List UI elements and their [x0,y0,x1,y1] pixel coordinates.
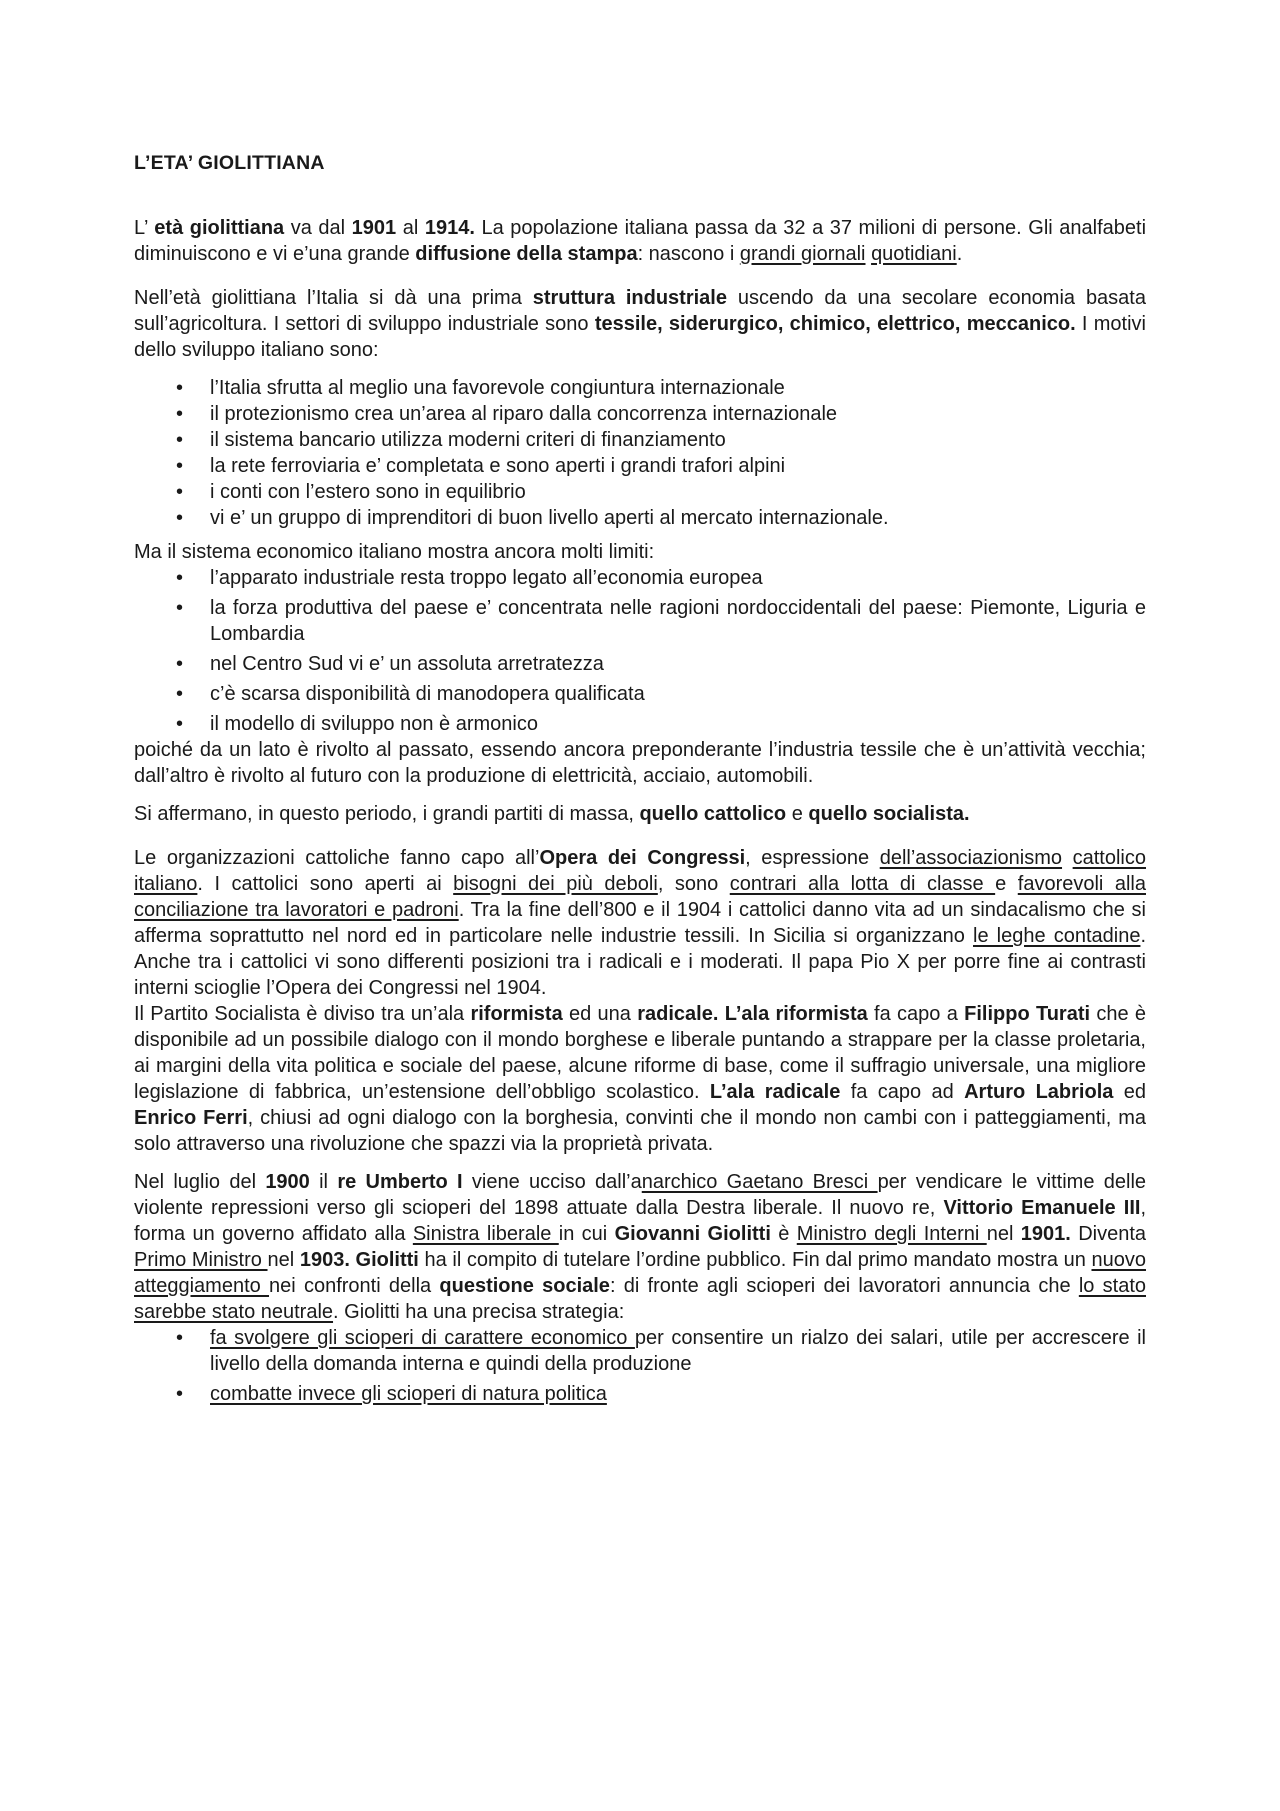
text-run: per vendicare le vittime delle violente repressioni verso gli scioperi del 1898 attuate dalla Destra liberale. Il nuovo re, [134,1171,1147,1219]
text-run [1062,847,1073,869]
bold-text: 1901 [351,217,397,239]
bold-text: 1901. [1020,1223,1071,1245]
text-run: Nel luglio del [134,1171,266,1193]
bold-text: età giolittiana [154,217,285,239]
list-development-reasons [134,375,1146,531]
text-run: ed [1113,1081,1146,1103]
list-item: • l’apparato industriale resta troppo legato all’economia europea [134,565,1146,591]
text-run: Nell’età giolittiana l’Italia si dà una prima [134,287,533,309]
underlined-text: bisogni dei più deboli [453,873,658,895]
text-run: che è disponibile ad un possibile dialogo con il mondo borghese e liberale puntando a strappare per la classe proletaria, ai margini della vita politica e sociale del paese, alcune riforme di base, come il suffragio universale, una migliore legislazione di fabbrica, un’estensione dell’obbligo scolastico. [134,1003,1147,1103]
bold-text: 1903. [299,1249,350,1271]
underlined-text: Ministro degli Interni [796,1223,987,1245]
text-run: ed una [562,1003,638,1025]
underlined-text: combatte invece gli scioperi di natura politica [210,1383,607,1405]
bold-text: re Umberto I [337,1171,463,1193]
list-item: • vi e’ un gruppo di imprenditori di buon livello aperti al mercato internazionale. [134,505,1146,531]
list-item: • il sistema bancario utilizza moderni criteri di finanziamento [134,427,1146,453]
text-run: per consentire un rialzo dei salari, utile per accrescere il livello della domanda interna e quindi della produzione [210,1327,1146,1375]
underlined-text: contrari alla lotta di classe [729,873,996,895]
list-item: • la forza produttiva del paese e’ concentrata nelle ragioni nordoccidentali del paese: Piemonte, Liguria e Lombardia [134,595,1146,647]
paragraph-giolitti-government [134,1169,1146,1325]
text-run: , sono [657,873,730,895]
text-run: La popolazione italiana passa da 32 a 37 milioni di persone. Gli analfabeti diminuiscono e vi e’una grande [134,217,1147,265]
text-run: : nascono i [637,243,740,265]
bold-text: L’ala radicale [709,1081,841,1103]
list-item: • nel Centro Sud vi e’ un assoluta arretratezza [134,651,1146,677]
text-run: , chiusi ad ogni dialogo con la borghesia, convinti che il mondo non cambi con i patteggiamenti, ma solo attraverso una rivoluzione che spazzi via la proprietà privata. [134,1107,1146,1155]
bold-text: radicale. [637,1003,719,1025]
text-run: va dal [284,217,352,239]
bold-text: tessile, siderurgico, chimico, elettrico, meccanico. [594,313,1076,335]
text-run: uscendo da una secolare economia basata sull’agricoltura. I settori di sviluppo industriale sono [134,287,1146,335]
paragraph-socialist-party [134,1001,1146,1157]
text-run: Diventa [1070,1223,1147,1245]
bold-text: Enrico Ferri [134,1107,248,1129]
text-run: nei confronti della [269,1275,440,1297]
text-run: Si affermano, in questo periodo, i grandi partiti di massa, [134,803,640,825]
text-run: viene ucciso dall’a [462,1171,642,1193]
document-page [134,150,1146,1407]
list-item [134,1381,1146,1407]
underlined-text: grandi giornali [739,243,866,265]
document-title: L’ETA’ GIOLITTIANA [134,152,325,174]
bold-text: Filippo Turati [964,1003,1091,1025]
text-run: Le organizzazioni cattoliche fanno capo all’ [134,847,540,869]
list-item: • il modello di sviluppo non è armonico [134,711,1146,737]
text-run: al [396,217,425,239]
bold-text: questione sociale [439,1275,610,1297]
text-run: fa capo ad [840,1081,965,1103]
text-run: è [770,1223,797,1245]
bold-text: riformista [470,1003,563,1025]
bold-text: Vittorio Emanuele III [943,1197,1141,1219]
paragraph-limits-intro: Ma il sistema economico italiano mostra ancora molti limiti: [134,541,655,563]
paragraph-development-model: poiché da un lato è rivolto al passato, essendo ancora preponderante l’industria tessile che è un’attività vecchia; dall’altro è rivolto al futuro con la produzione di elettricità, acciaio, automobili. [134,739,1146,787]
text-run: nel [986,1223,1021,1245]
underlined-text: dell’associazionismo [879,847,1063,869]
underlined-text: fa svolgere gli scioperi di carattere economico [210,1327,635,1349]
paragraph-mass-parties [134,801,1146,827]
list-economic-limits [134,565,1146,737]
text-run: il [309,1171,338,1193]
list-item [134,1325,1146,1377]
bold-text: 1900 [265,1171,310,1193]
text-run: I motivi dello sviluppo italiano sono: [134,313,1146,361]
text-run: ha il compito di tutelare l’ordine pubblico. Fin dal primo mandato mostra un [418,1249,1092,1271]
bold-text: 1914. [424,217,475,239]
list-item: • il protezionismo crea un’area al riparo dalla concorrenza internazionale [134,401,1146,427]
text-run: , forma un governo affidato alla [134,1197,1146,1245]
text-run: nel [267,1249,300,1271]
bold-text: struttura industriale [532,287,727,309]
paragraph-industrial-structure [134,285,1146,363]
text-run: . Anche tra i cattolici vi sono differenti posizioni tra i radicali e i moderati. Il papa Pio X per porre fine ai contrasti interni scioglie l’Opera dei Congressi nel 1904. [134,925,1147,999]
text-run: , espressione [745,847,880,869]
bold-text: quello cattolico [639,803,787,825]
text-run: Il Partito Socialista è diviso tra un’ala [134,1003,471,1025]
underlined-text: Primo Ministro [134,1249,268,1271]
underlined-text: Sinistra liberale [412,1223,559,1245]
text-run: . Giolitti ha una precisa strategia: [333,1301,625,1323]
text-run: fa capo a [867,1003,965,1025]
list-item: • l’Italia sfrutta al meglio una favorevole congiuntura internazionale [134,375,1146,401]
bold-text: Giovanni Giolitti [614,1223,771,1245]
text-run: L’ [134,217,155,239]
underlined-text: quotidiani [871,243,957,265]
list-item: • la rete ferroviaria e’ completata e sono aperti i grandi trafori alpini [134,453,1146,479]
bold-text: Arturo Labriola [964,1081,1114,1103]
underlined-text: narchico Gaetano Bresci [641,1171,878,1193]
bold-text: diffusione della stampa [415,243,638,265]
underlined-text: nuovo atteggiamento [134,1249,1146,1297]
paragraph-intro [134,215,1146,267]
underlined-text: lo stato sarebbe stato neutrale [134,1275,1146,1323]
bold-text: quello socialista. [808,803,970,825]
bold-text: Opera dei Congressi [539,847,746,869]
text-run: : di fronte agli scioperi dei lavoratori annuncia che [609,1275,1079,1297]
text-run: . I cattolici sono aperti ai [197,873,454,895]
paragraph-catholic-organizations [134,845,1146,1001]
text-run: e [786,803,809,825]
text-run: in cui [558,1223,615,1245]
bold-text: Giolitti [355,1249,419,1271]
bold-text: L’ala riformista [724,1003,868,1025]
list-giolitti-strategy [134,1325,1146,1407]
underlined-text: favorevoli alla conciliazione tra lavoratori e padroni [134,873,1146,921]
text-run: e [995,873,1018,895]
list-item: • i conti con l’estero sono in equilibrio [134,479,1146,505]
underlined-text: le leghe contadine [973,925,1141,947]
text-run: . [956,243,963,265]
text-run: . Tra la fine dell’800 e il 1904 i cattolici danno vita ad un sindacalismo che si afferma soprattutto nel nord ed in particolare nelle industrie tessili. In Sicilia si organizzano [134,899,1146,947]
list-item: • c’è scarsa disponibilità di manodopera qualificata [134,681,1146,707]
underlined-text: cattolico italiano [134,847,1146,895]
